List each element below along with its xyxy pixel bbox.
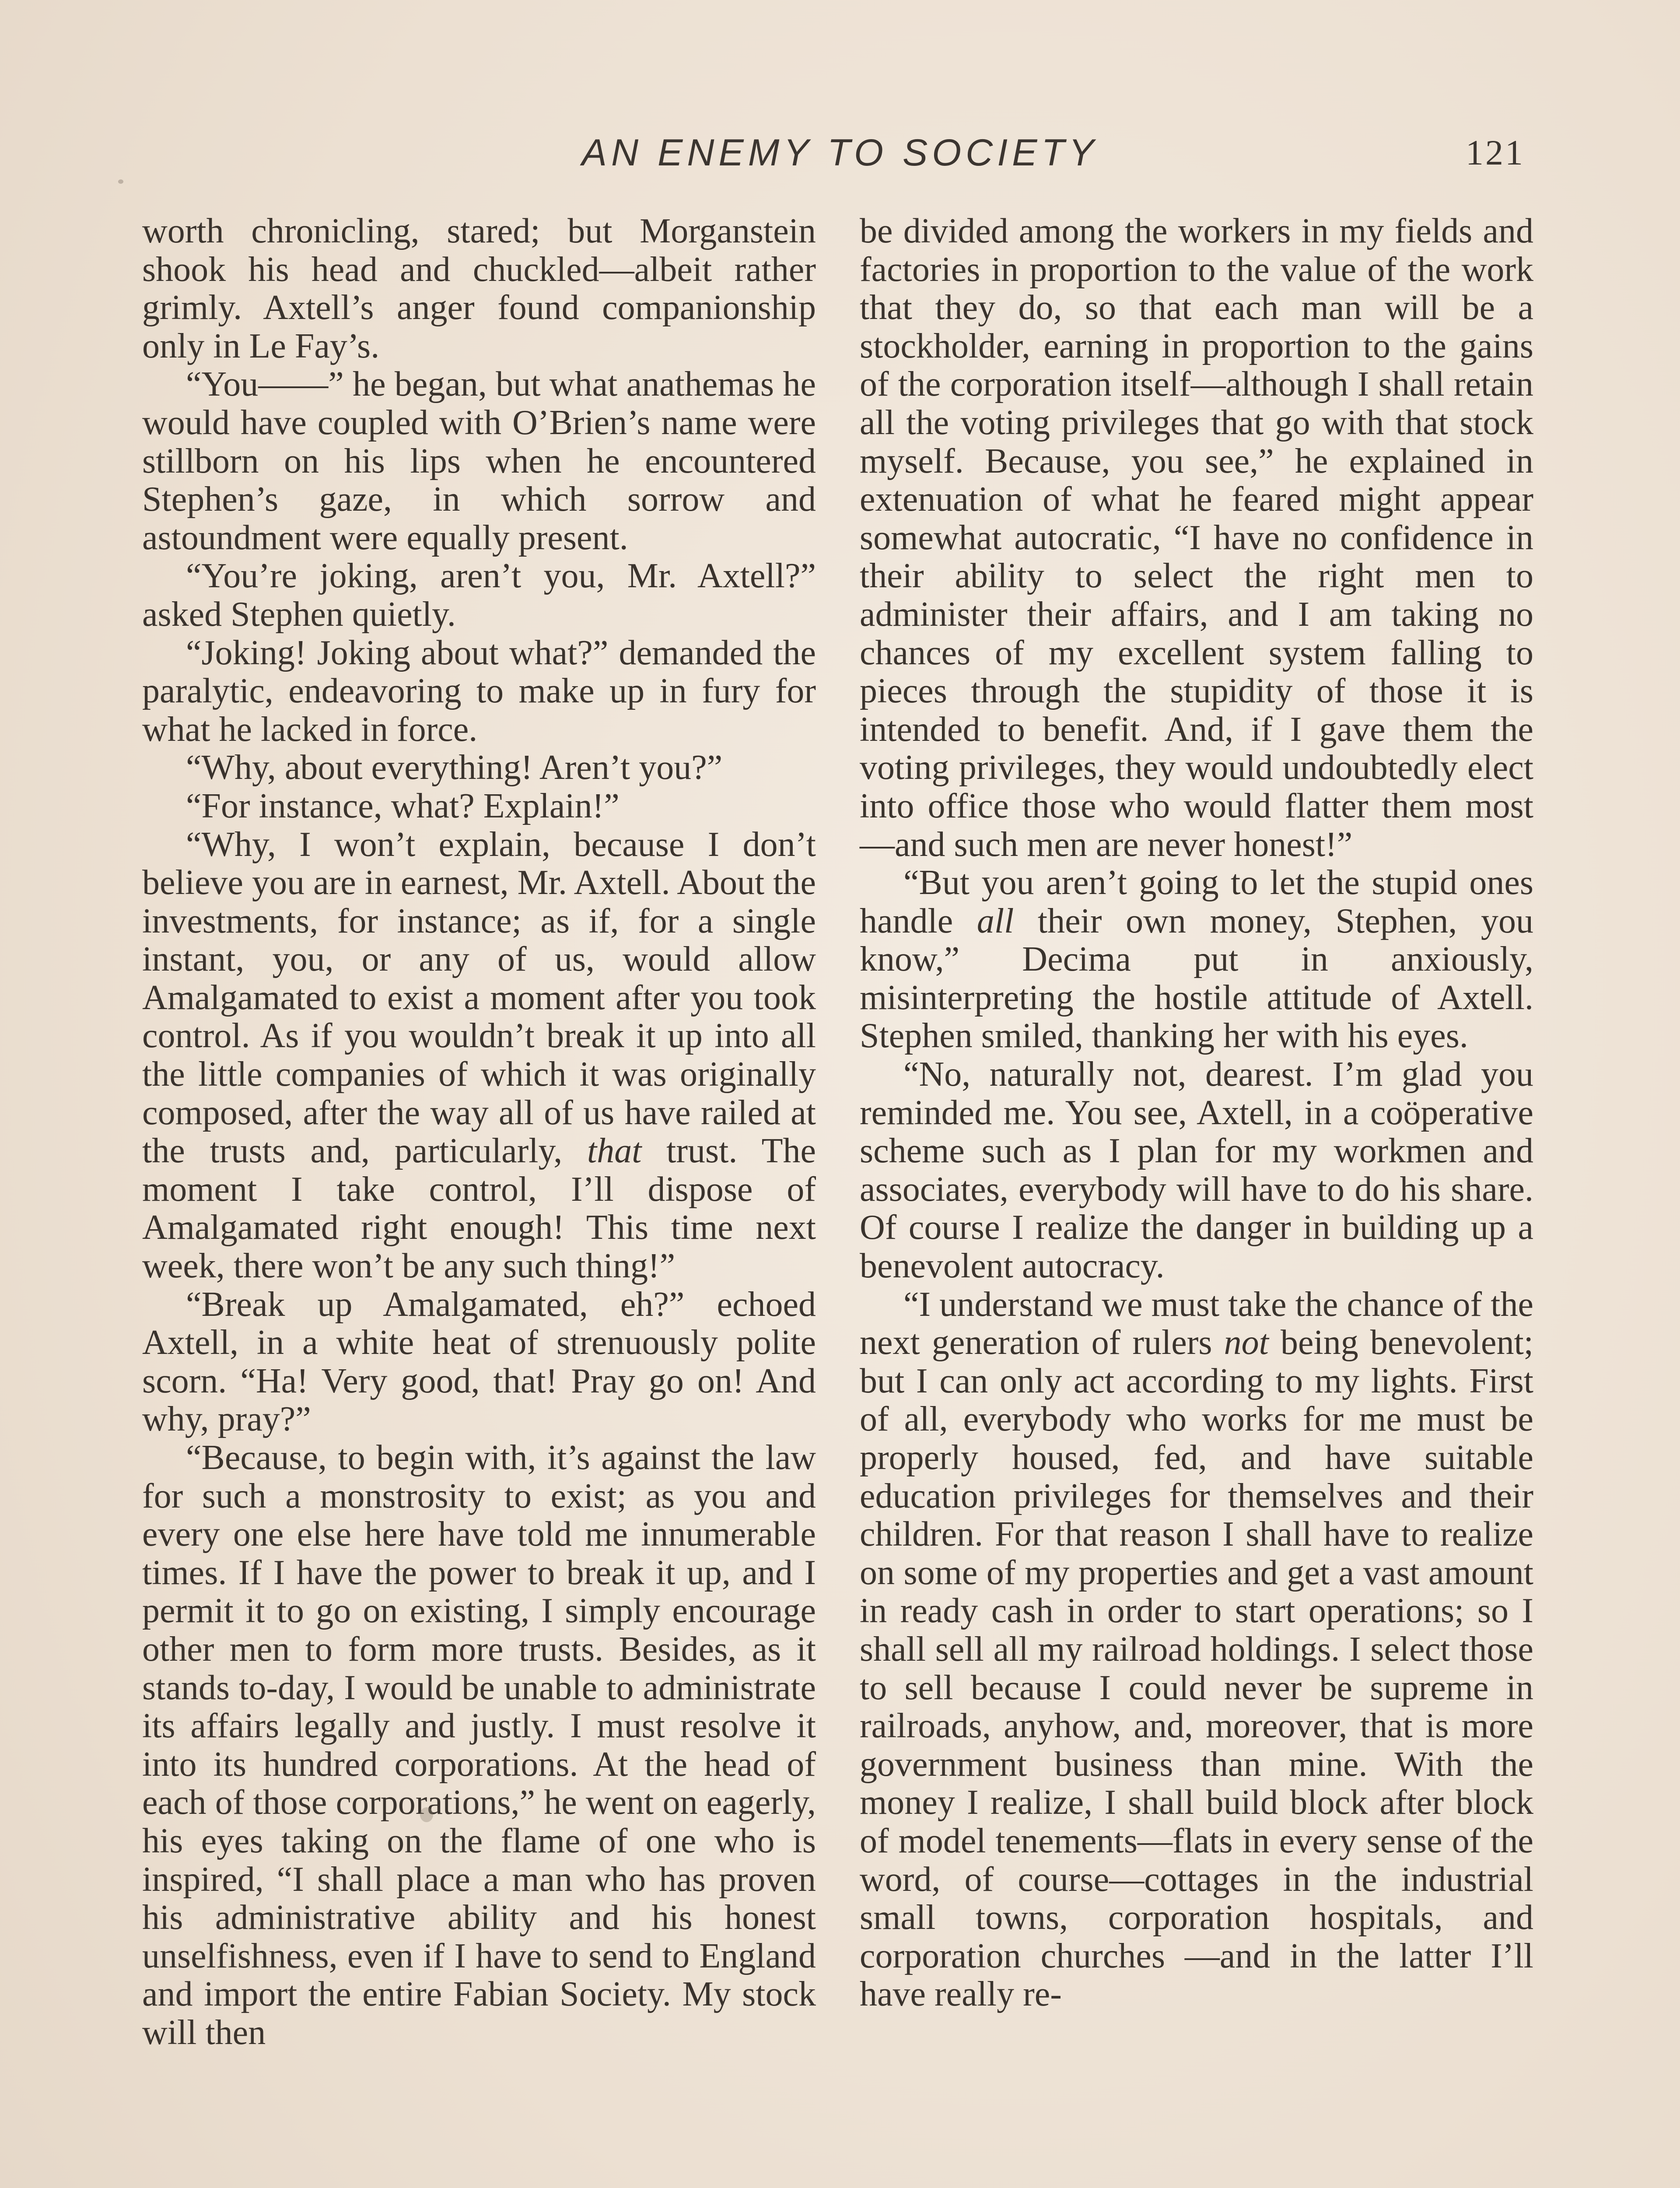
text-run: “I understand we must take the chance of the next generation of rulers	[860, 1285, 1533, 1362]
page-number: 121	[1466, 133, 1525, 172]
page-header	[0, 131, 1680, 184]
paper-blemish	[420, 1807, 433, 1822]
paragraph	[860, 1286, 1533, 2014]
paragraph: be divided among the workers in my fields and factories in proportion to the value of the work that they do, so that each man will be a stockholder, earning in proportion to the gains of the corporation itself—although I shall retain all the voting privileges that go with that stock myself. Because, you see,” he explained in extenuation of what he feared might appear somewhat autocratic, “I have no confidence in their ability to select the right men to administer their affairs, and I am taking no chances of my excellent system falling to pieces through the stupidity of those it is intended to benefit. And, if I gave them the voting privileges, they would undoubtedly elect into office those who would flatter them most—and such men are never honest!”	[860, 212, 1533, 864]
italic-text: all	[976, 901, 1014, 940]
paragraph: “You’re joking, aren’t you, Mr. Axtell?” asked Stephen quietly.	[142, 557, 816, 634]
paragraph: “Joking! Joking about what?” demanded the paralytic, endeavoring to make up in fury for what he lacked in force.	[142, 633, 816, 749]
italic-text: not	[1224, 1323, 1269, 1362]
text-run: their own money, Stephen, you know,” Decima put in anxiously, misinterpreting the hostile attitude of Axtell. Stephen smiled, thanking her with his eyes.	[860, 901, 1533, 1055]
paragraph: “Because, to begin with, it’s against the law for such a monstrosity to exist; as you and every one else here have told me innumerable times. If I have the power to break it up, and I permit it to go on existing, I simply encourage other men to form more trusts. Besides, as it stands to-day, I would be unable to administrate its affairs legally and justly. I must resolve it into its hundred corporations. At the head of each of those corporations,” he went on eagerly, his eyes taking on the flame of one who is inspired, “I shall place a man who has proven his administrative ability and his honest unselfishness, even if I have to send to England and import the entire Fabian Society. My stock will then	[142, 1438, 816, 2052]
text-run: trust. The moment I take control, I’ll dispose of Amalgamated right enough! This time next week, there won’t be any such thing!”	[142, 1132, 816, 1286]
right-column	[860, 212, 1533, 2014]
paragraph: “For instance, what? Explain!”	[186, 786, 620, 825]
paragraph	[142, 826, 816, 1286]
paragraph: “Break up Amalgamated, eh?” echoed Axtell, in a white heat of strenuously polite scorn. “Ha! Very good, that! Pray go on! And why, pray?”	[142, 1285, 816, 1439]
text-run: “Why, I won’t explain, because I don’t believe you are in earnest, Mr. Axtell. About the investments, for instance; as if, for a single instant, you, or any of us, would allow Amalgamated to exist a moment after you took control. As if you wouldn’t break it up into all the little companies of which it was originally composed, after the way all of us have railed at the trusts and, particularly,	[142, 825, 816, 1171]
paragraph	[860, 864, 1533, 1055]
italic-text: that	[587, 1132, 642, 1171]
left-column	[142, 212, 816, 2052]
running-title: AN ENEMY TO SOCIETY	[581, 132, 1099, 174]
paragraph: “You——” he began, but what anathemas he would have coupled with O’Brien’s name were stillborn on his lips when he encountered Stephen’s gaze, in which sorrow and astoundment were equally present.	[142, 365, 816, 557]
paragraph: “Why, about everything! Aren’t you?”	[186, 748, 723, 787]
text-run: being benevolent; but I can only act according to my lights. First of all, everybody who works for me must be properly housed, fed, and have suitable education privileges for themselves and their children. For that reason I shall have to realize on some of my properties and get a vast amount in ready cash in order to start operations; so I shall sell all my railroad holdings. I select those to sell because I could never be supreme in railroads, anyhow, and, moreover, that is more government business than mine. With the money I realize, I shall build block after block of model tenements—flats in every sense of the word, of course—cottages in the industrial small towns, corporation hospitals, and corporation churches —and in the latter I’ll have really re-	[860, 1323, 1534, 2014]
paper-blemish	[118, 179, 123, 184]
paragraph: worth chronicling, stared; but Morganstein shook his head and chuckled—albeit rather grimly. Axtell’s anger found companionship only in Le Fay’s.	[142, 212, 816, 365]
text-run: “But you aren’t going to let the stupid ones handle	[860, 863, 1533, 940]
paragraph: “No, naturally not, dearest. I’m glad you reminded me. You see, Axtell, in a coöperative scheme such as I plan for my workmen and associates, everybody will have to do his share. Of course I realize the danger in building up a benevolent autocracy.	[860, 1055, 1533, 1286]
